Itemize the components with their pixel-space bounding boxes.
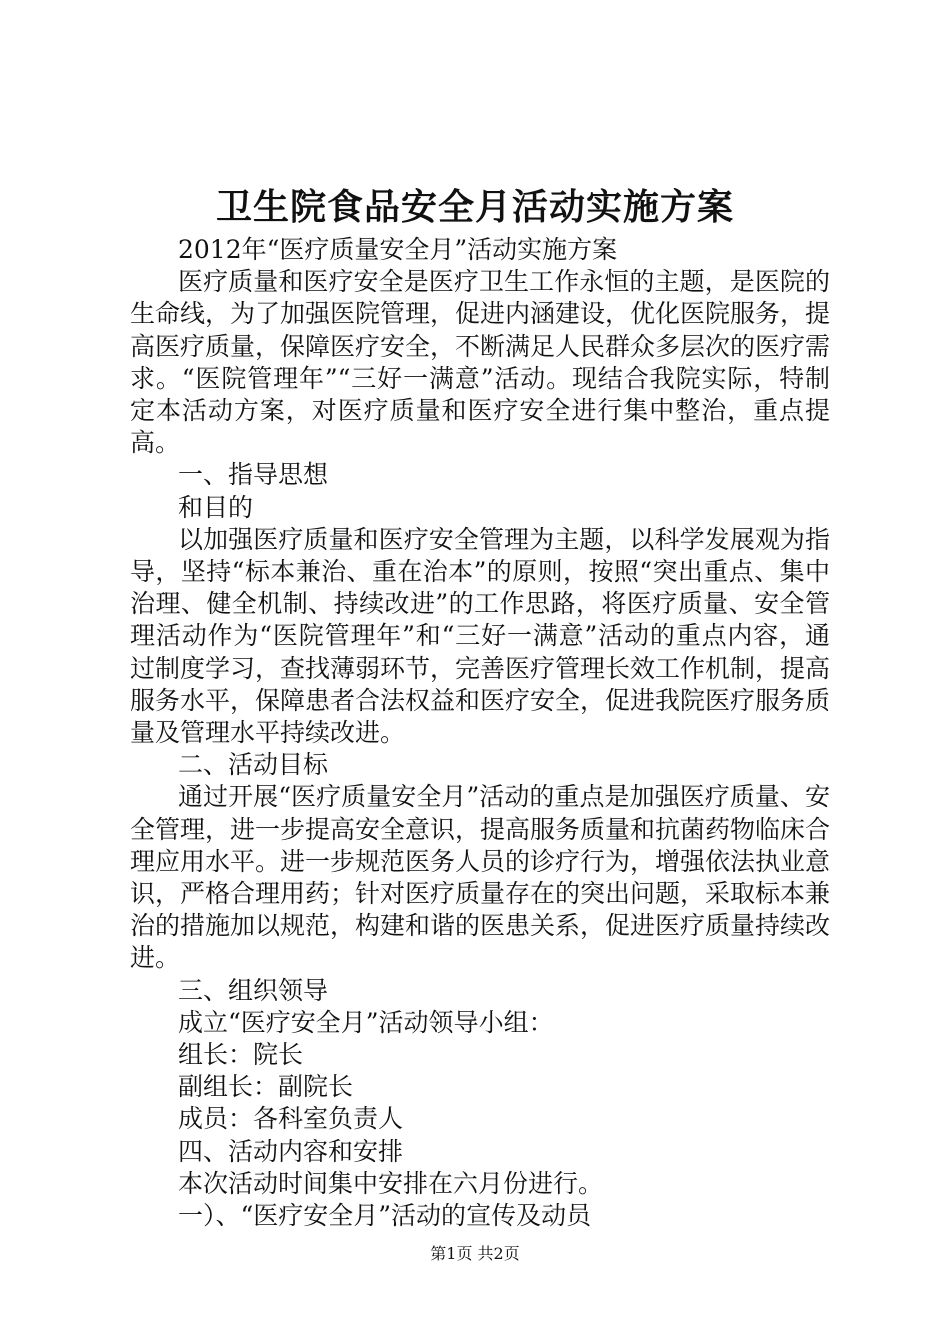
content-schedule-line: 本次活动时间集中安排在六月份进行。 bbox=[178, 1168, 604, 1198]
section-heading-goals: 二、活动目标 bbox=[178, 750, 329, 780]
organization-line-members: 成员：各科室负责人 bbox=[178, 1104, 404, 1134]
content-subsection-heading: 一）、“医疗安全月”活动的宣传及动员 bbox=[178, 1201, 592, 1231]
document-body bbox=[130, 234, 830, 1232]
section-heading-purpose: 和目的 bbox=[178, 492, 254, 522]
organization-line-leader: 组长：院长 bbox=[178, 1040, 304, 1070]
intro-paragraph: 医疗质量和医疗安全是医疗卫生工作永恒的主题，是医院的生命线，为了加强医院管理，促进内涵建设，优化医院服务，提高医疗质量，保障医疗安全，不断满足人民群众多层次的医疗需求。“医院管理年”“三好一满意”活动。现结合我院实际，特制定本活动方案，对医疗质量和医疗安全进行集中整治，重点提高。 bbox=[130, 267, 831, 458]
organization-line-deputy: 副组长：副院长 bbox=[178, 1072, 354, 1102]
section-heading-organization: 三、组织领导 bbox=[178, 975, 329, 1005]
section-heading-content: 四、活动内容和安排 bbox=[178, 1136, 404, 1166]
section-heading-guiding-thought: 一、指导思想 bbox=[178, 460, 329, 490]
subtitle-paragraph: 2012年“医疗质量安全月”活动实施方案 bbox=[178, 235, 618, 264]
guiding-thought-paragraph: 以加强医疗质量和医疗安全管理为主题，以科学发展观为指导，坚持“标本兼治、重在治本”的原则，按照“突出重点、集中治理、健全机制、持续改进”的工作思路，将医疗质量、安全管理活动作为“医院管理年”和“三好一满意”活动的重点内容，通过制度学习，查找薄弱环节，完善医疗管理长效工作机制，提高服务水平，保障患者合法权益和医疗安全，促进我院医疗服务质量及管理水平持续改进。 bbox=[130, 524, 831, 748]
organization-line-group: 成立“医疗安全月”活动领导小组： bbox=[178, 1007, 554, 1037]
goals-paragraph: 通过开展“医疗质量安全月”活动的重点是加强医疗质量、安全管理，进一步提高安全意识，提高服务质量和抗菌药物临床合理应用水平。进一步规范医务人员的诊疗行为，增强依法执业意识，严格合理用药；针对医疗质量存在的突出问题，采取标本兼治的措施加以规范，构建和谐的医患关系，促进医疗质量持续改进。 bbox=[130, 782, 831, 973]
document-title: 卫生院食品安全月活动实施方案 bbox=[215, 186, 734, 228]
page-footer: 第1页 共2页 bbox=[430, 1244, 520, 1263]
